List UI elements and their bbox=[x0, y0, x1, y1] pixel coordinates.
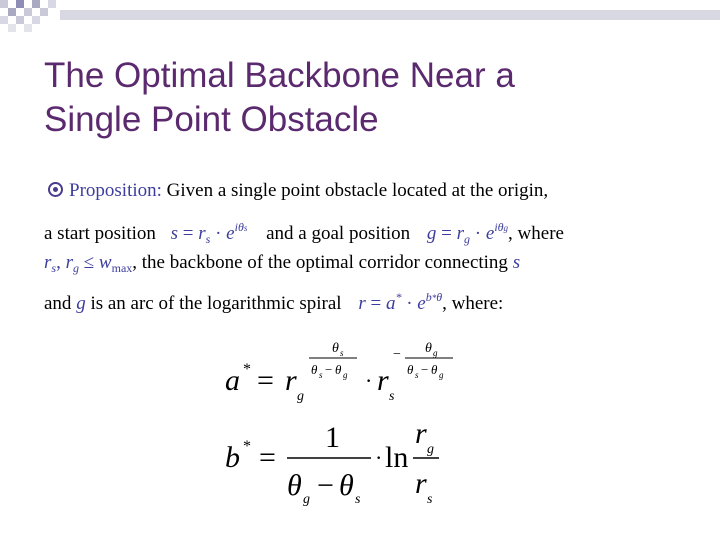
svg-text:s: s bbox=[319, 370, 323, 380]
svg-text:b: b bbox=[225, 441, 240, 474]
proposition-line-1 bbox=[44, 178, 548, 204]
svg-text:s: s bbox=[427, 492, 433, 507]
svg-text:θ: θ bbox=[287, 469, 302, 502]
svg-text:g: g bbox=[439, 370, 444, 380]
svg-text:=: = bbox=[259, 441, 276, 474]
svg-text:=: = bbox=[257, 364, 274, 397]
svg-text:·: · bbox=[365, 368, 373, 393]
equation-a-star bbox=[225, 330, 645, 410]
spiral-text: is an arc of the logarithmic spiral bbox=[90, 293, 342, 314]
spiral-formula: $r = a^* \cdot e^{b*\theta}$ bbox=[358, 290, 443, 314]
svg-text:ln: ln bbox=[385, 441, 409, 474]
svg-text:a: a bbox=[225, 364, 240, 397]
proposition-line-2 bbox=[44, 214, 564, 246]
proposition-label: Proposition: bbox=[69, 180, 162, 201]
and-text: and bbox=[44, 293, 72, 314]
svg-text:*: * bbox=[243, 438, 251, 455]
svg-text:r: r bbox=[377, 364, 389, 397]
svg-text:−: − bbox=[421, 362, 429, 377]
svg-text:−: − bbox=[325, 362, 333, 377]
svg-text:g: g bbox=[427, 442, 434, 457]
svg-text:θ: θ bbox=[431, 362, 438, 377]
svg-text:r: r bbox=[415, 467, 427, 500]
svg-text:g: g bbox=[297, 389, 304, 404]
svg-text:*: * bbox=[243, 361, 251, 378]
svg-text:·: · bbox=[375, 445, 383, 470]
svg-text:−: − bbox=[393, 347, 401, 362]
g-symbol: g bbox=[76, 293, 86, 314]
where-colon-text: , where: bbox=[442, 293, 504, 314]
goal-position-formula: $g = r_g \cdot e^{i\theta g}$ bbox=[426, 220, 509, 246]
title-line-2: Single Point Obstacle bbox=[44, 100, 379, 139]
svg-text:g: g bbox=[343, 370, 348, 380]
start-position-formula: $s = r_s \cdot e^{i\theta s}$ bbox=[170, 220, 248, 246]
goal-position-text: and a goal position bbox=[266, 223, 411, 244]
circle-bullet-icon bbox=[48, 182, 63, 197]
proposition-line-4 bbox=[44, 284, 504, 314]
title-line-1: The Optimal Backbone Near a bbox=[44, 56, 515, 95]
slide-title bbox=[44, 54, 684, 142]
proposition-statement: Given a single point obstacle located at the origin, bbox=[166, 180, 549, 201]
svg-text:θ: θ bbox=[425, 341, 432, 356]
svg-text:θ: θ bbox=[332, 341, 339, 356]
svg-text:1: 1 bbox=[325, 421, 340, 454]
backbone-text: , the backbone of the optimal corridor connecting bbox=[132, 252, 508, 273]
svg-text:g: g bbox=[433, 348, 438, 358]
svg-text:s: s bbox=[340, 348, 344, 358]
svg-text:s: s bbox=[415, 370, 419, 380]
proposition-line-3 bbox=[44, 250, 520, 276]
where-text: , where bbox=[508, 223, 564, 244]
svg-text:s: s bbox=[355, 492, 361, 507]
s-symbol: s bbox=[512, 252, 521, 273]
svg-text:θ: θ bbox=[407, 362, 414, 377]
svg-text:θ: θ bbox=[335, 362, 342, 377]
equation-b-star bbox=[225, 415, 645, 515]
start-position-text: a start position bbox=[44, 223, 156, 244]
radius-bound-formula: $r_s$, $r_g \le w_{max}$ bbox=[44, 252, 133, 275]
svg-text:r: r bbox=[415, 417, 427, 450]
svg-text:s: s bbox=[389, 389, 395, 404]
svg-text:r: r bbox=[285, 364, 297, 397]
svg-text:θ: θ bbox=[339, 469, 354, 502]
decorative-checker-strip bbox=[0, 0, 720, 40]
svg-text:g: g bbox=[303, 492, 310, 507]
svg-text:θ: θ bbox=[311, 362, 318, 377]
svg-text:−: − bbox=[317, 469, 334, 502]
